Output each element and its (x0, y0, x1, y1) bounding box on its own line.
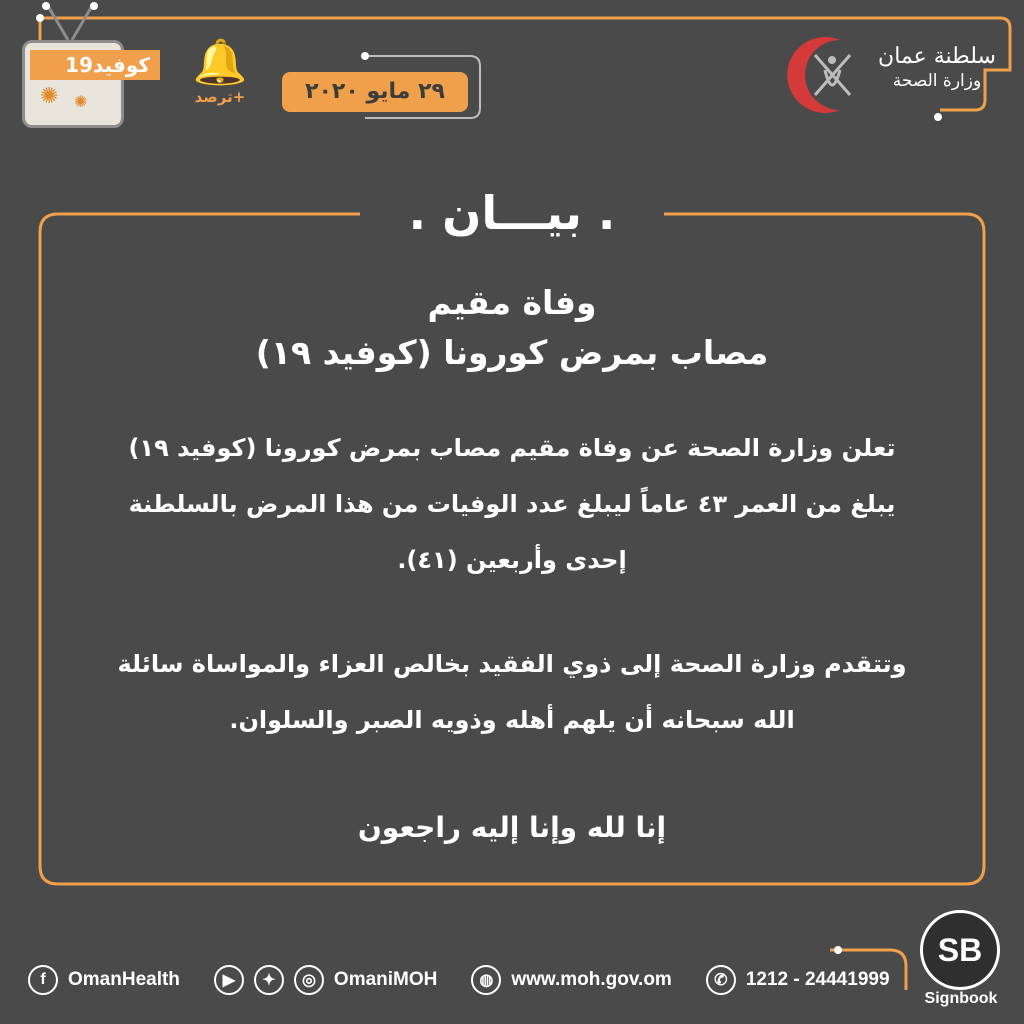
phone-icon: ✆ (706, 965, 736, 995)
virus-icon: ✺ (74, 92, 88, 111)
signbook-label: Signbook (924, 990, 998, 1007)
paragraph-1-line1: تعلن وزارة الصحة عن وفاة مقيم مصاب بمرض كورونا (كوفيد ١٩) (128, 434, 896, 462)
bell-badge-label: ترصد+ (194, 88, 246, 106)
ministry-name (872, 44, 1002, 92)
paragraph-2-line1: وتتقدم وزارة الصحة إلى ذوي الفقيد بخالص العزاء والمواساة سائلة (117, 650, 907, 678)
statement-heading: . بيـــان . (408, 186, 616, 240)
paragraph-2 (40, 636, 984, 748)
bell-icon: 🔔 (192, 37, 248, 88)
title-line1: وفاة مقيم (427, 283, 597, 322)
youtube-icon[interactable]: ▶ (214, 965, 244, 995)
virus-icon: ✺ (40, 84, 59, 109)
phone-number[interactable]: 1212 - 24441999 (745, 969, 890, 990)
twitter-icon[interactable]: ✦ (254, 965, 284, 995)
ministry-line2: وزارة الصحة (892, 71, 982, 91)
website-link[interactable]: www.moh.gov.om (511, 969, 672, 990)
facebook-icon[interactable]: f (28, 965, 58, 995)
globe-icon: ◍ (471, 965, 501, 995)
closing-line: إنا لله وإنا إليه راجعون (357, 811, 667, 844)
ministry-line1: سلطنة عمان (878, 44, 996, 69)
facebook-handle[interactable]: OmanHealth (68, 969, 180, 990)
instagram-icon[interactable]: ◎ (294, 965, 324, 995)
tv-antenna-icon (40, 2, 100, 42)
social-handle[interactable]: OmaniMOH (333, 969, 438, 990)
paragraph-2-line2: الله سبحانه أن يلهم أهله وذويه الصبر والسلوان. (229, 706, 795, 734)
paragraph-1-line2: يبلغ من العمر ٤٣ عاماً ليبلغ عدد الوفيات من هذا المرض بالسلطنة (128, 490, 896, 518)
paragraph-1 (40, 420, 984, 588)
footer (28, 960, 890, 1000)
title-line2: مصاب بمرض كورونا (كوفيد ١٩) (255, 333, 769, 372)
date-badge: ٢٩ مايو ٢٠٢٠ (282, 72, 468, 112)
bell-badge (190, 38, 250, 128)
oman-emblem-icon (780, 30, 870, 120)
signbook-logo: SB (920, 910, 1000, 990)
paragraph-1-line3: إحدى وأربعين (٤١). (397, 546, 627, 574)
tv-badge-label: كوفيد19 (30, 50, 160, 80)
statement-title (40, 278, 984, 378)
